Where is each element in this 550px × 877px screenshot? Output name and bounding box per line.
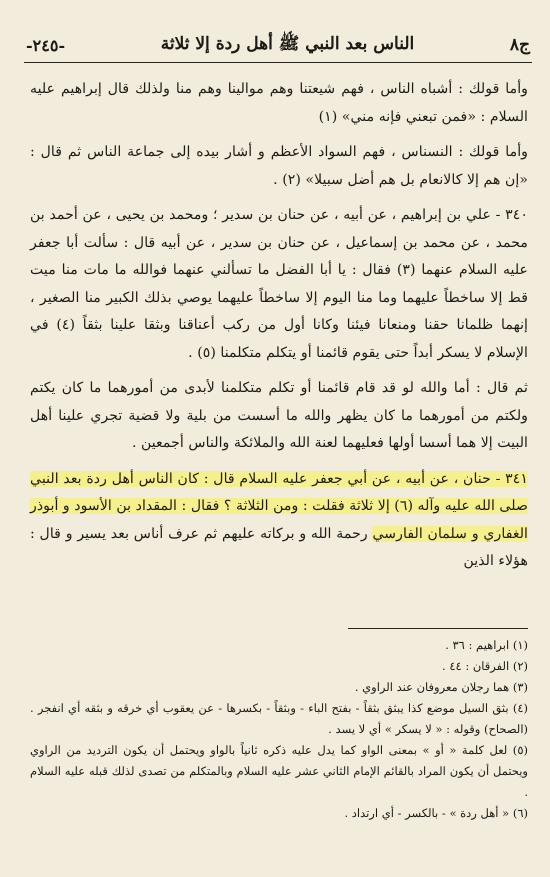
- footnote: (٣) هما رجلان معروفان عند الراوي .: [354, 680, 528, 694]
- footnote-divider: [348, 628, 528, 629]
- paragraph: وأما قولك : أشباه الناس ، فهم شيعتنا وهم موالينا وهم منا ولذلك قال إبراهيم عليه السلام : «فمن تبعني فإنه مني» (١): [30, 81, 528, 125]
- hadith-341: [30, 466, 528, 576]
- paragraph: ثم قال : أما والله لو قد قام قائمنا أو تكلم متكلمنا لأبدى من أمورهما ما كان يكتم ولكتم من أمورهما ما كان يظهر والله ما أسست من بلية ولا قضية تجري علينا أهل البيت إلا هما أسسا أولها فعليهما لعنة الله والملائكة والناس أجمعين .: [30, 380, 528, 451]
- footnotes: [30, 628, 528, 824]
- footnote: (١) ابراهيم : ٣٦ .: [445, 638, 528, 652]
- running-title: الناس بعد النبي ﷺ أهل ردة إلا ثلاثة: [160, 33, 415, 54]
- page-header: [26, 30, 530, 60]
- header-divider: [24, 62, 532, 63]
- highlighted-passage: ٣٤١ - حنان ، عن أبيه ، عن أبي جعفر عليه السلام قال : كان الناس أهل ردة بعد النبي صلى الله عليه وآله (٦) إلا ثلاثة فقلت : ومن الثلاثة ؟ فقال : المقداد بن الأسود و أبوذر الغفاري و سلمان الفارسي: [30, 470, 529, 542]
- footnote: (٤) بثق السيل موضع كذا يبثق بثقاً - بفتح الباء - وبثقاً - بكسرها - عن يعقوب أي خرقه و بثقه أي انفجر . (الصحاح) وقوله : « لا يسكر » أي لا يسد .: [30, 701, 528, 736]
- volume-marker: ج٨: [509, 35, 530, 55]
- footnote: (٥) لعل كلمة « أو » بمعنى الواو كما يدل عليه ذكره ثانياً بالواو ويحتمل أن يكون الترديد من الراوي ويحتمل أن يكون المراد بالقائم الإمام الثاني عشر عليه السلام وبالمتكلم من تصدى لذلك قبله عليه السلام .: [30, 743, 528, 799]
- footnote: (٢) الفرقان : ٤٤ .: [442, 659, 528, 673]
- paragraph: ٣٤٠ - علي بن إبراهيم ، عن أبيه ، عن حنان بن سدير ؛ ومحمد بن يحيى ، عن أحمد بن محمد ، عن محمد بن إسماعيل ، عن حنان بن سدير ، عن أبيه قال : سألت أبا جعفر عليه السلام عنهما (٣) فقال : يا أبا الفضل ما تسألني عنهما فوالله ما مات منا ميت قط إلا ساخطاً عليهما وما منا اليوم إلا ساخطاً عليهما يوصي بذلك الكبير منا الصغير ، إنهما ظلمانا حقنا ومنعانا فيئنا وكانا أول من ركب أعناقنا وبثقا علينا بثقاً (٤) في الإسلام لا يسكر أبداً حتى يقوم قائمنا أو يتكلم متكلمنا (٥) .: [30, 207, 528, 361]
- page-number: -٢٤٥-: [26, 35, 66, 55]
- paragraph: وأما قولك : النسناس ، فهم السواد الأعظم و أشار بيده إلى جماعة الناس ثم قال : «إن هم إلا كالانعام بل هم أضل سبيلا» (٢) .: [30, 144, 528, 188]
- main-text: [30, 76, 528, 584]
- footnote: (٦) « أهل ردة » - بالكسر - أي ارتداد .: [344, 806, 528, 820]
- passage-continuation: رحمة الله و بركاته عليهم ثم عرف أناس بعد يسير و قال : هؤلاء الذين: [30, 525, 528, 569]
